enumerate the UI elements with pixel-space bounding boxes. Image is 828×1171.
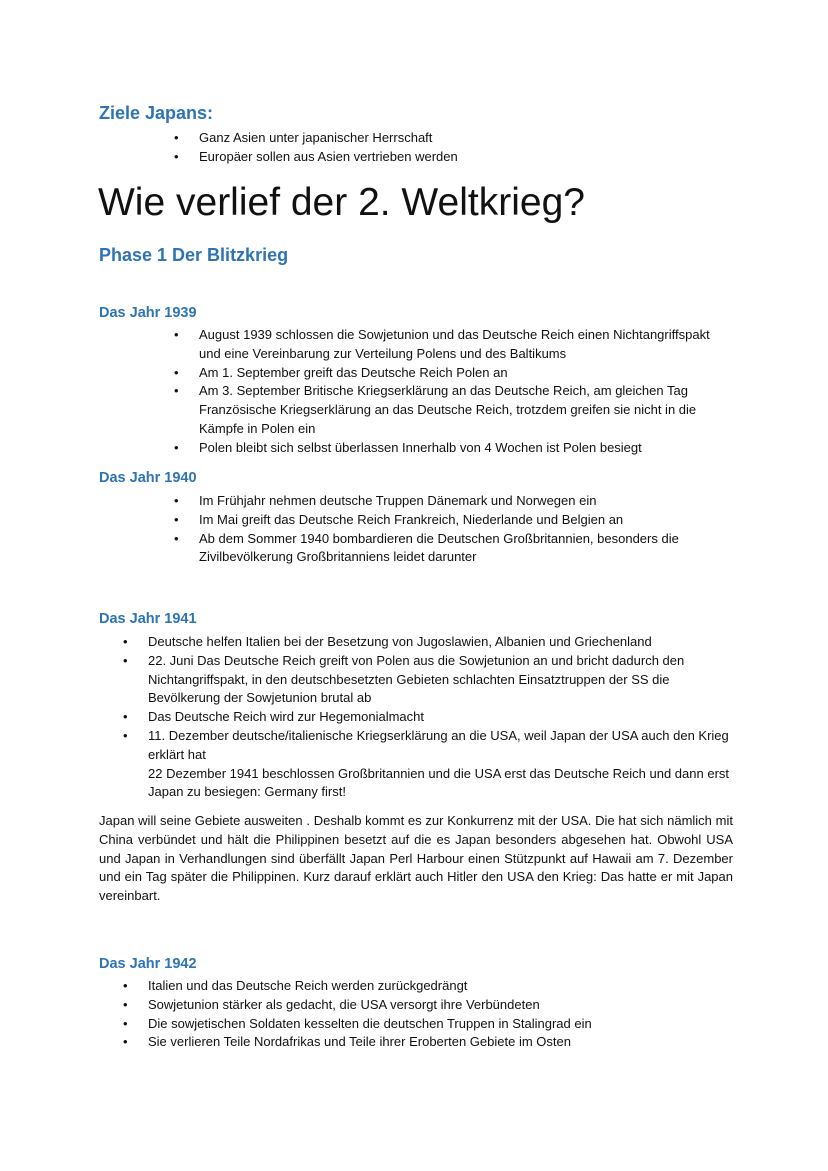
year-1939-list <box>199 326 734 458</box>
japan-paragraph: Japan will seine Gebiete ausweiten . Deshalb kommt es zur Konkurrenz mit der USA. Die hat sich nämlich mit China verbündet und hält die Philippinen besetzt auf die es Japan besonders abgesehen hat. Obwohl USA und Japan in Verhandlungen sind überfällt Japan Perl Harbour einen Stützpunkt auf Hawaii am 7. Dezember und ein Tag später die Philippinen. Kurz darauf erklärt auch Hitler den USA den Krieg: Das hatte er mit Japan vereinbart. <box>99 813 733 904</box>
year-1940-list <box>199 492 734 567</box>
year-1942-list <box>148 977 733 1052</box>
list-item: • Sowjetunion stärker als gedacht, die USA versorgt ihre Verbündeten <box>148 996 733 1015</box>
list-item: • 22. Juni Das Deutsche Reich greift von Polen aus die Sowjetunion an und bricht dadurch den Nichtangriffspakt, in den deutschbesetzten Gebieten schlachten Einsatztruppen der SS die Bevölkerung der Sowjetunion brutal ab <box>148 652 733 708</box>
list-item: • Die sowjetischen Soldaten kesselten die deutschen Truppen in Stalingrad ein <box>148 1015 733 1034</box>
list-item: • Italien und das Deutsche Reich werden zurückgedrängt <box>148 977 733 996</box>
list-item: • Polen bleibt sich selbst überlassen Innerhalb von 4 Wochen ist Polen besiegt <box>199 439 734 458</box>
ziele-list <box>199 129 734 167</box>
list-item-text: • 11. Dezember deutsche/italienische Kriegserklärung an die USA, weil Japan der USA auch den Krieg erklärt hat <box>148 727 729 762</box>
list-item: • Deutsche helfen Italien bei der Besetzung von Jugoslawien, Albanien und Griechenland <box>148 633 733 652</box>
year-1941-list <box>148 633 733 802</box>
list-item: • August 1939 schlossen die Sowjetunion und das Deutsche Reich einen Nichtangriffspakt und eine Vereinbarung zur Verteilung Polens und des Baltikums <box>199 326 734 364</box>
list-item: • Ganz Asien unter japanischer Herrschaft <box>199 129 734 148</box>
list-item: • Im Frühjahr nehmen deutsche Truppen Dänemark und Norwegen ein <box>199 492 734 511</box>
list-item <box>148 727 733 802</box>
list-item-continuation: 22 Dezember 1941 beschlossen Großbritannien und die USA erst das Deutsche Reich und dann erst Japan zu besiegen: Germany first! <box>148 765 730 800</box>
year-1942-heading: Das Jahr 1942 <box>99 956 197 972</box>
year-1941-heading: Das Jahr 1941 <box>99 611 197 627</box>
list-item: • Sie verlieren Teile Nordafrikas und Teile ihrer Eroberten Gebiete im Osten <box>148 1033 733 1052</box>
list-item: • Europäer sollen aus Asien vertrieben werden <box>199 148 734 167</box>
list-item: • Im Mai greift das Deutsche Reich Frankreich, Niederlande und Belgien an <box>199 511 734 530</box>
list-item: • Ab dem Sommer 1940 bombardieren die Deutschen Großbritannien, besonders die Zivilbevölkerung Großbritanniens leidet darunter <box>199 530 734 568</box>
list-item: • Das Deutsche Reich wird zur Hegemonialmacht <box>148 708 733 727</box>
year-1939-heading: Das Jahr 1939 <box>99 305 197 321</box>
page-title: Wie verlief der 2. Weltkrieg? <box>98 181 585 224</box>
year-1940-heading: Das Jahr 1940 <box>99 470 197 486</box>
list-item: • Am 3. September Britische Kriegserklärung an das Deutsche Reich, am gleichen Tag Französische Kriegserklärung an das Deutsche Reich, trotzdem greifen sie nicht in die Kämpfe in Polen ein <box>199 382 734 438</box>
phase-heading: Phase 1 Der Blitzkrieg <box>99 245 289 265</box>
ziele-heading: Ziele Japans: <box>99 103 214 123</box>
list-item: • Am 1. September greift das Deutsche Reich Polen an <box>199 364 734 383</box>
